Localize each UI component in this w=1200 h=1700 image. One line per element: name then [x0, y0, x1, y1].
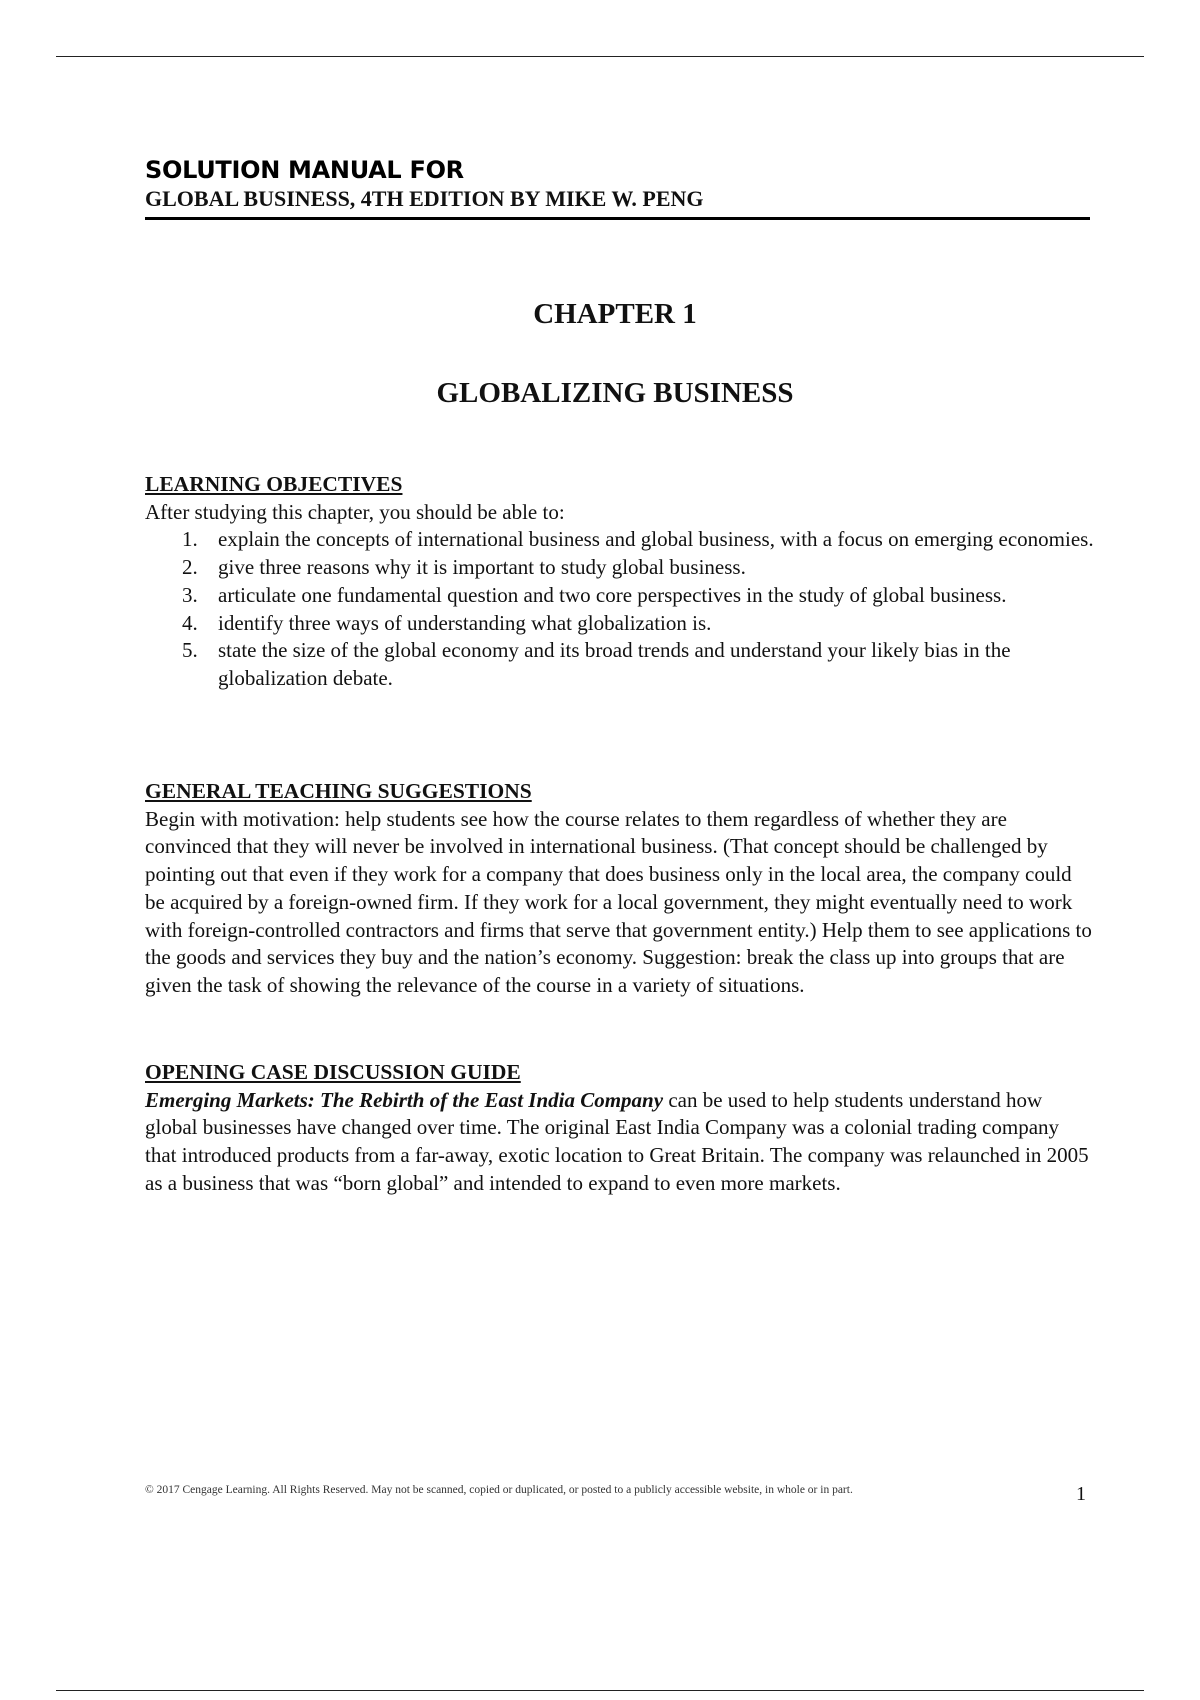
header-book-title: GLOBAL BUSINESS, 4TH EDITION BY MIKE W. PENG	[145, 185, 1090, 220]
case-description: can be used to help students understand how global businesses have changed over time. The original East India Company was a colonial trading company that introduced products from a far-away, exotic location to Great Britain. The company was relaunched in 2005 as a business that was “born global” and intended to expand to even more markets.	[145, 1087, 1089, 1195]
teaching-suggestions-section	[145, 778, 1095, 1000]
learning-objectives-intro: After studying this chapter, you should be able to:	[145, 499, 565, 524]
learning-objectives-section	[145, 471, 1095, 693]
objective-item: 4. identify three ways of understanding what globalization is.	[182, 610, 712, 635]
objective-item: 5. state the size of the global economy and its broad trends and understand your likely bias in the globalization debate.	[182, 638, 1011, 690]
page-number: 1	[1076, 1483, 1086, 1505]
top-rule	[56, 56, 1144, 57]
learning-objectives-heading: LEARNING OBJECTIVES	[145, 472, 403, 496]
objective-item: 3. articulate one fundamental question and two core perspectives in the study of global business.	[182, 582, 1007, 607]
bottom-rule	[56, 1690, 1144, 1691]
objective-item: 1. explain the concepts of international business and global business, with a focus on emerging economies.	[182, 527, 1094, 552]
document-header	[145, 155, 1090, 220]
copyright-notice: © 2017 Cengage Learning. All Rights Reserved. May not be scanned, copied or duplicated, or posted to a publicly accessible website, in whole or in part.	[145, 1484, 853, 1496]
objectives-list	[145, 526, 1095, 692]
teaching-suggestions-heading: GENERAL TEACHING SUGGESTIONS	[145, 779, 532, 803]
objective-item: 2. give three reasons why it is important to study global business.	[182, 555, 746, 580]
chapter-title: CHAPTER 1	[533, 298, 697, 330]
header-title: SOLUTION MANUAL FOR	[145, 156, 464, 184]
case-title: Emerging Markets: The Rebirth of the East India Company	[145, 1087, 664, 1112]
opening-case-text	[145, 1087, 1095, 1198]
opening-case-section	[145, 1059, 1095, 1198]
opening-case-heading: OPENING CASE DISCUSSION GUIDE	[145, 1060, 521, 1084]
chapter-subtitle: GLOBALIZING BUSINESS	[436, 377, 794, 409]
teaching-suggestions-text: Begin with motivation: help students see how the course relates to them regardless of whether they are convinced that they will never be involved in international business. (That concept should be challenged by pointing out that even if they work for a company that does business only in the local area, the company could be acquired by a foreign-owned firm. If they work for a local government, they might eventually need to work with foreign-controlled contractors and firms that serve that government entity.) Help them to see applications to the goods and services they buy and the nation’s economy. Suggestion: break the class up into groups that are given the task of showing the relevance of the course in a variety of situations.	[145, 806, 1092, 997]
